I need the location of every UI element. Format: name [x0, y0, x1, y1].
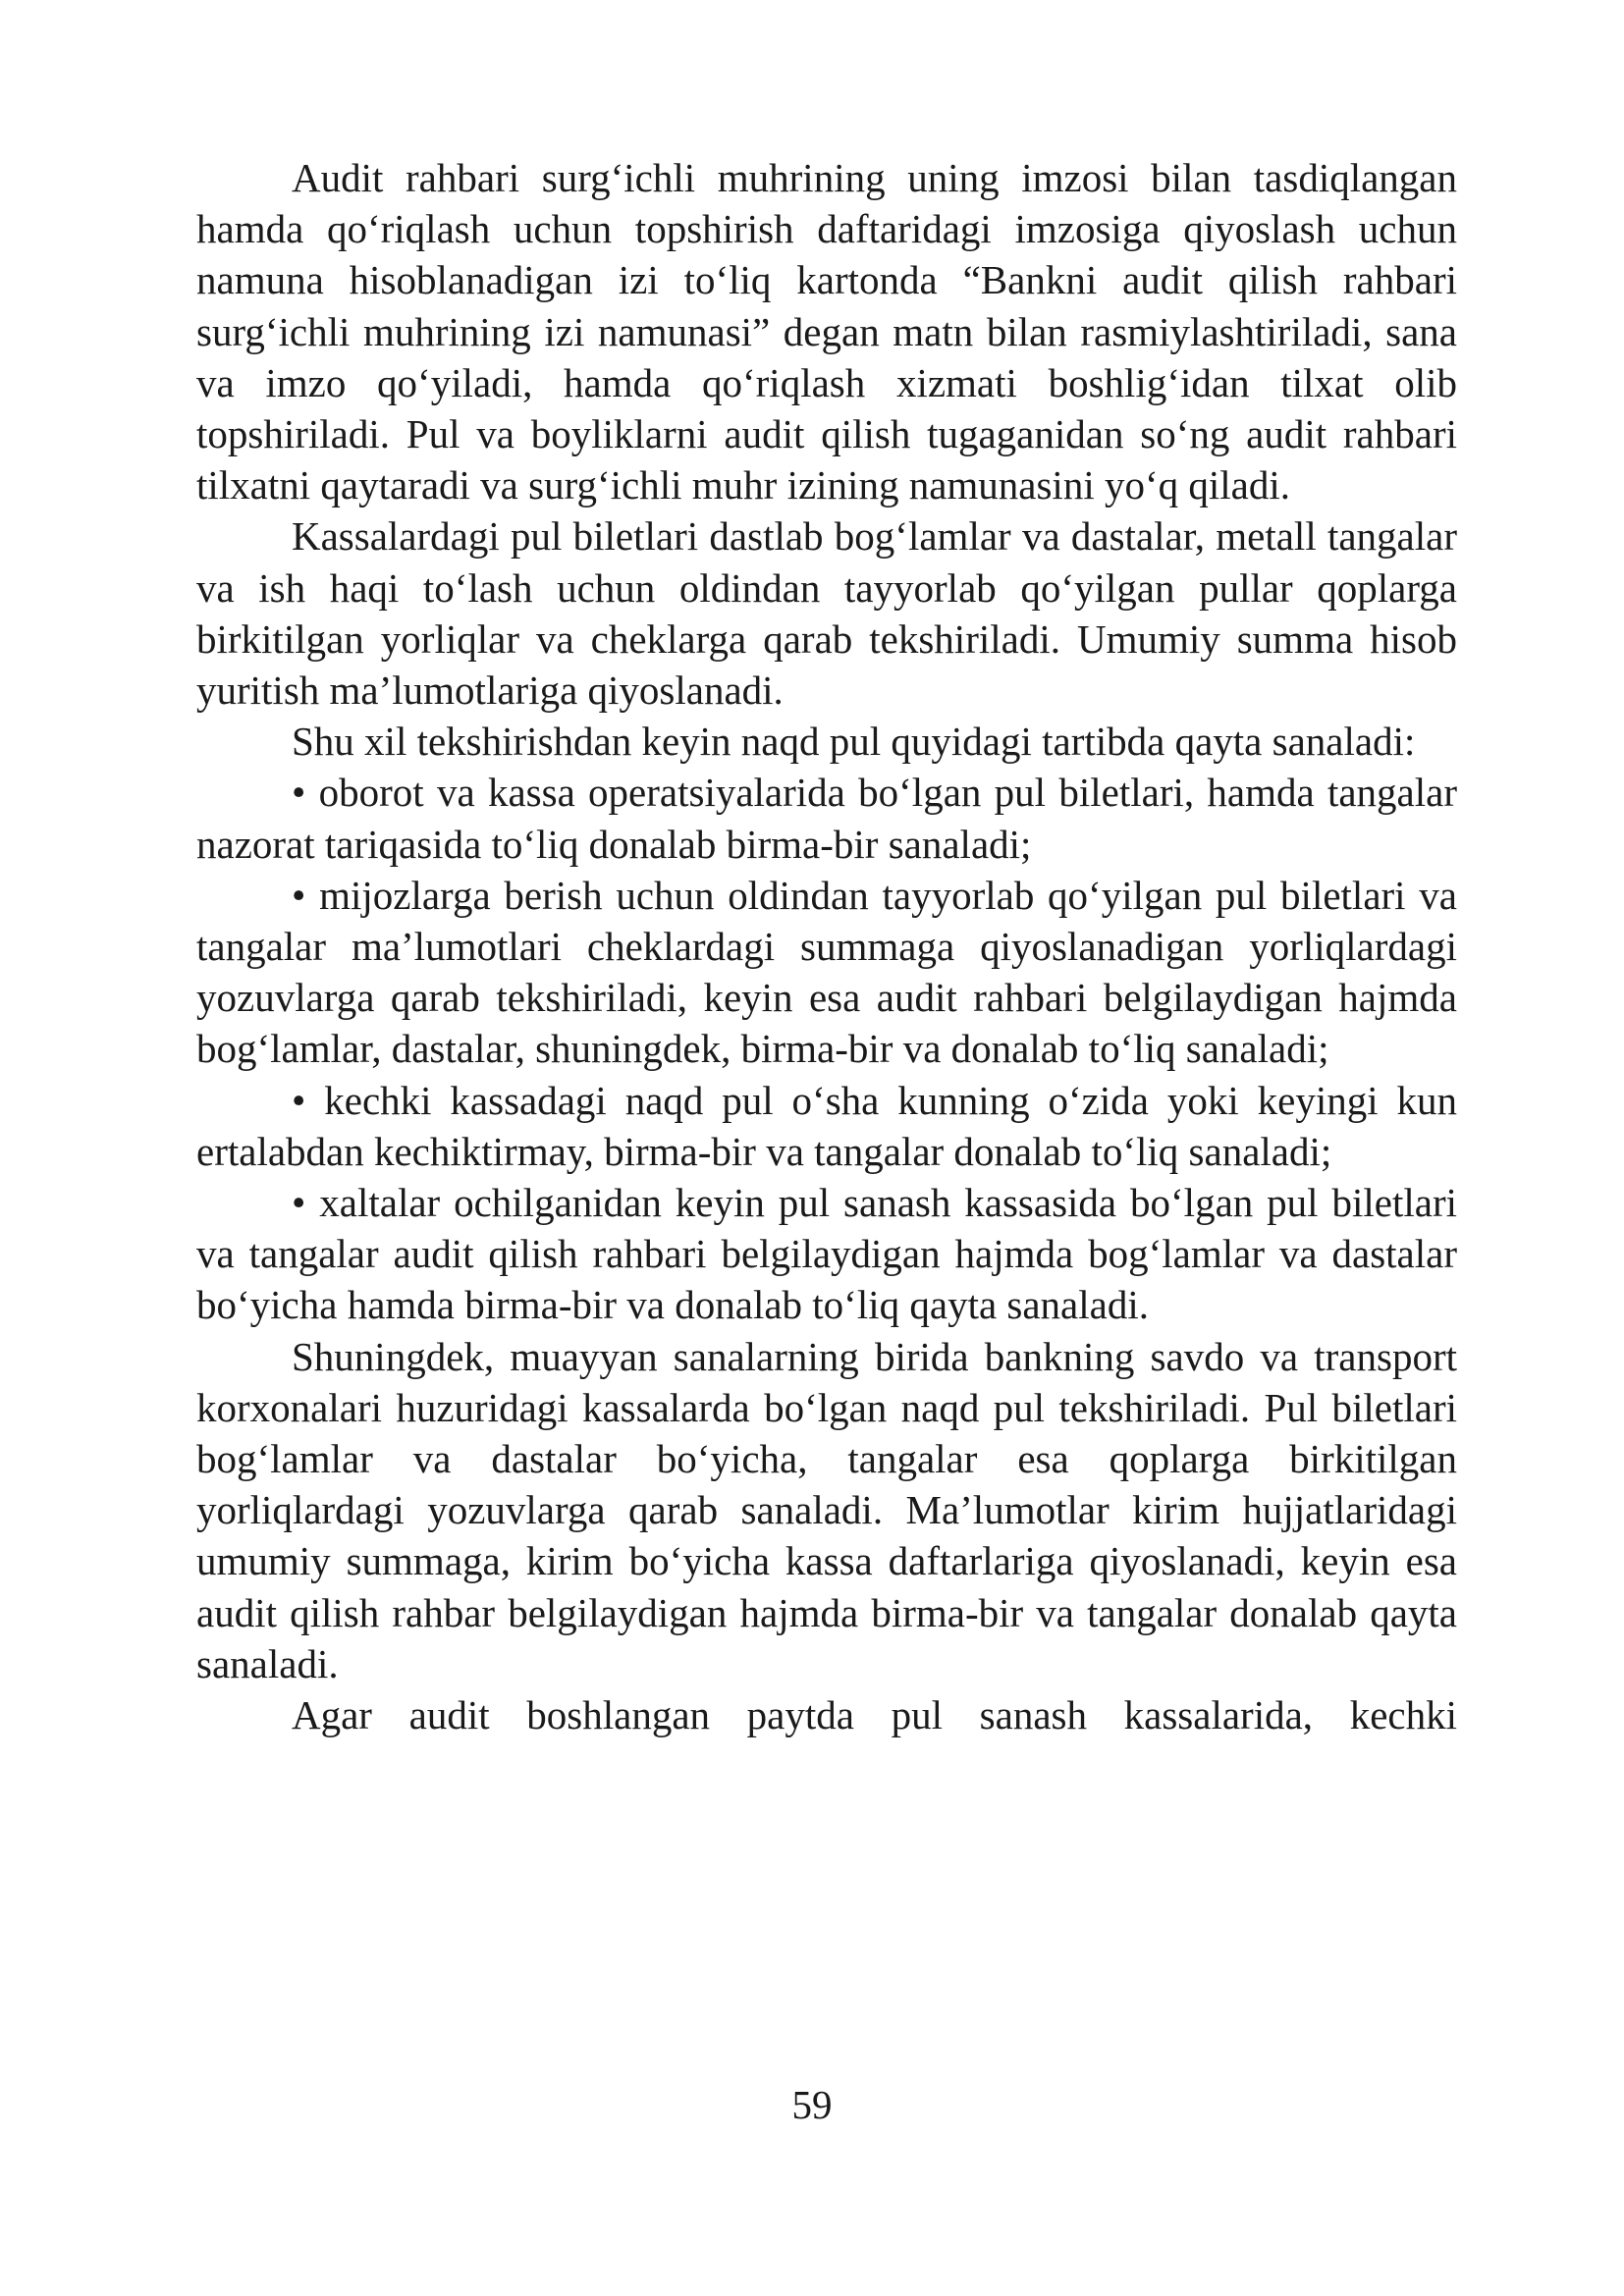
- list-item-turnover-cash: • oborot va kassa operatsiyalarida bo‘lgan pul biletlari, hamda tangalar nazorat tariqasida to‘liq donalab birma-bir sanaladi;: [196, 770, 1457, 867]
- page-number: 59: [791, 2082, 833, 2127]
- paragraph-cash-check: Kassalardagi pul biletlari dastlab bog‘lamlar va dastalar, metall tangalar va ish haqi to‘lash uchun oldindan tayyorlab qo‘yilgan pullar qoplarga birkitilgan yorliqlar va cheklarga qarab tekshiriladi. Umumiy summa hisob yuritish ma’lumotlariga qiyoslanadi.: [196, 513, 1457, 714]
- page-body: [196, 152, 1457, 1740]
- list-item-evening-cash: • kechki kassadagi naqd pul o‘sha kunning o‘zida yoki keyingi kun ertalabdan kechiktirmay, birma-bir va tangalar donalab to‘liq sanaladi;: [196, 1077, 1457, 1174]
- list-item-client-cash: • mijozlarga berish uchun oldindan tayyorlab qo‘yilgan pul biletlari va tangalar ma’lumotlari cheklardagi summaga qiyoslanadigan yorliqlardagi yozuvlarga qarab tekshiriladi, keyin esa audit rahbari belgilaydigan hajmda bog‘lamlar, dastalar, shuningdek, birma-bir va donalab to‘liq sanaladi;: [196, 872, 1457, 1072]
- paragraph-audit-start: Agar audit boshlangan paytda pul sanash kassalarida, kechki: [292, 1692, 1457, 1738]
- list-item-bags: • xaltalar ochilganidan keyin pul sanash kassasida bo‘lgan pul biletlari va tangalar audit qilish rahbari belgilaydigan hajmda bog‘lamlar va dastalar bo‘yicha hamda birma-bir va donalab to‘liq qayta sanaladi.: [196, 1180, 1457, 1328]
- paragraph-trade-transport: Shuningdek, muayyan sanalarning birida bankning savdo va transport korxonalari huzuridagi kassalarda bo‘lgan naqd pul tekshiriladi. Pul biletlari bog‘lamlar va dastalar bo‘yicha, tangalar esa qoplarga birkitilgan yorliqlardagi yozuvlarga qarab sanaladi. Ma’lumotlar kirim hujjatlaridagi umumiy summaga, kirim bo‘yicha kassa daftarlariga qiyoslanadi, keyin esa audit qilish rahbar belgilaydigan hajmda birma-bir va tangalar donalab qayta sanaladi.: [196, 1333, 1457, 1686]
- paragraph-recount-intro: Shu xil tekshirishdan keyin naqd pul quyidagi tartibda qayta sanaladi:: [292, 719, 1416, 765]
- paragraph-seal-sample: Audit rahbari surg‘ichli muhrining uning imzosi bilan tasdiqlangan hamda qo‘riqlash uchun topshirish daftaridagi imzosiga qiyoslash uchun namuna hisoblanadigan izi to‘liq kartonda “Bankni audit qilish rahbari surg‘ichli muhrining izi namunasi” degan matn bilan rasmiylashtiriladi, sana va imzo qo‘yiladi, hamda qo‘riqlash xizmati boshlig‘idan tilxat olib topshiriladi. Pul va boyliklarni audit qilish tugaganidan so‘ng audit rahbari tilxatni qaytaradi va surg‘ichli muhr izining namunasini yo‘q qiladi.: [196, 155, 1457, 508]
